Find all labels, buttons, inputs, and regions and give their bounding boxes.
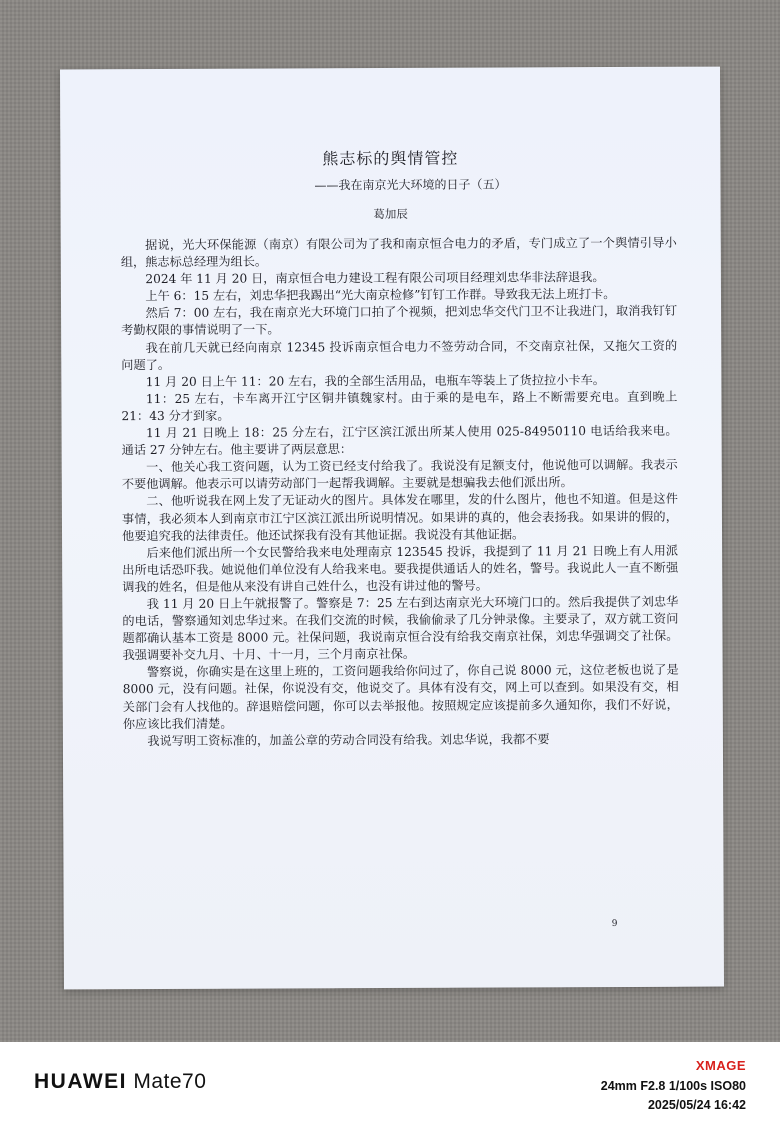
camera-watermark-bar: [0, 1042, 780, 1127]
paragraph: 据说，光大环保能源（南京）有限公司为了我和南京恒合电力的矛盾，专门成立了一个舆情引导小组，熊志标总经理为组长。: [120, 235, 677, 270]
page-number: 9: [611, 919, 618, 930]
paragraph: 2024 年 11 月 20 日，南京恒合电力建设工程有限公司项目经理刘忠华非法辞退我。: [145, 270, 605, 287]
camera-params: 24mm F2.8 1/100s ISO80: [600, 1079, 746, 1093]
paragraph: 二、他听说我在网上发了无证动火的图片。具体发在哪里，发的什么图片，他也不知道。但是这件事情，我必须本人到南京市江宁区滨江派出所说明情况。如果讲的真的，他会表扬我。如果讲的假的，他要追究我的法律责任。他还试探我有没有其他证据。我说没有其他证据。: [121, 492, 678, 543]
camera-model: [34, 1070, 206, 1094]
paragraph: 11：25 左右，卡车离开江宁区铜井镇魏家村。由于乘的是电车，路上不断需要充电。直到晚上 21：43 分才到家。: [121, 389, 678, 424]
document-author: 葛加辰: [373, 206, 408, 222]
paragraph: 警察说，你确实是在这里上班的，工资问题我给你问过了，你自己说 8000 元，这位老板也说了是 8000 元，没有问题。社保，你说没有交，他说交了。具体有没有交，网上可以查到。如果没有交，相关部门会有人找他的。辞退赔偿问题，你可以去举报他。按照规定应该提前多久通知你，我们不好说，你应该比我们清楚。: [122, 663, 679, 731]
paragraph: 11 月 21 日晚上 18：25 分左右，江宁区滨江派出所某人使用 025-84950110 电话给我来电。通话 27 分钟左右。他主要讲了两层意思：: [121, 423, 678, 458]
camera-brand: HUAWEI: [34, 1070, 127, 1093]
document-title: 熊志标的舆情管控: [322, 148, 459, 169]
paragraph: 后来他们派出所一个女民警给我来电处理南京 123545 投诉，我提到了 11 月 21 日晚上有人用派出所电话恐吓我。她说他们单位没有人给我来电。要我提供通话人的姓名，警号。我说此人一直不断强调我的姓名，但是他从来没有讲自己姓什么，也没有讲过他的警号。: [122, 543, 679, 595]
paragraph: 11 月 20 日上午 11：20 左右，我的全部生活用品，电瓶车等装上了货拉拉小卡车。: [145, 372, 605, 389]
paragraph: 然后 7：00 左右，我在南京光大环境门口拍了个视频，把刘忠华交代门卫不让我进门，取消我钉钉考勤权限的事情说明了一下。: [121, 304, 678, 338]
xmage-logo: XMAGE: [695, 1058, 746, 1073]
capture-datetime: 2025/05/24 16:42: [647, 1098, 746, 1112]
document-subtitle: ——我在南京光大环境的日子（五）: [314, 177, 507, 193]
document-body: [121, 235, 679, 750]
paragraph: 我说写明工资标准的，加盖公章的劳动合同没有给我。刘忠华说，我都不要: [147, 732, 550, 748]
paragraph: 我在前几天就已经向南京 12345 投诉南京恒合电力不签劳动合同，不交南京社保，又拖欠工资的问题了。: [121, 338, 678, 372]
paragraph: 一、他关心我工资问题，认为工资已经支付给我了。我说没有足额支付，他说他可以调解。我表示不要他调解。他表示可以请劳动部门一起帮我调解。主要就是想骗我去他们派出所。: [121, 457, 678, 492]
camera-model-name: Mate70: [133, 1070, 207, 1093]
paragraph: 我 11 月 20 日上午就报警了。警察是 7：25 左右到达南京光大环境门口的。然后我提供了刘忠华的电话，警察通知刘忠华过来。在我们交流的时候，我偷偷录了几分钟录像。主要录了，双方就工资问题都确认基本工资是 8000 元。社保问题，我说南京恒合没有给我交南京社保，刘忠华强调交了社保。我强调要补交九月、十月、十一月，三个月南京社保。: [122, 594, 679, 663]
paragraph: 上午 6：15 左右，刘忠华把我踢出“光大南京检修”钉钉工作群。导致我无法上班打卡。: [145, 287, 616, 304]
paper-sheet: [60, 67, 724, 990]
